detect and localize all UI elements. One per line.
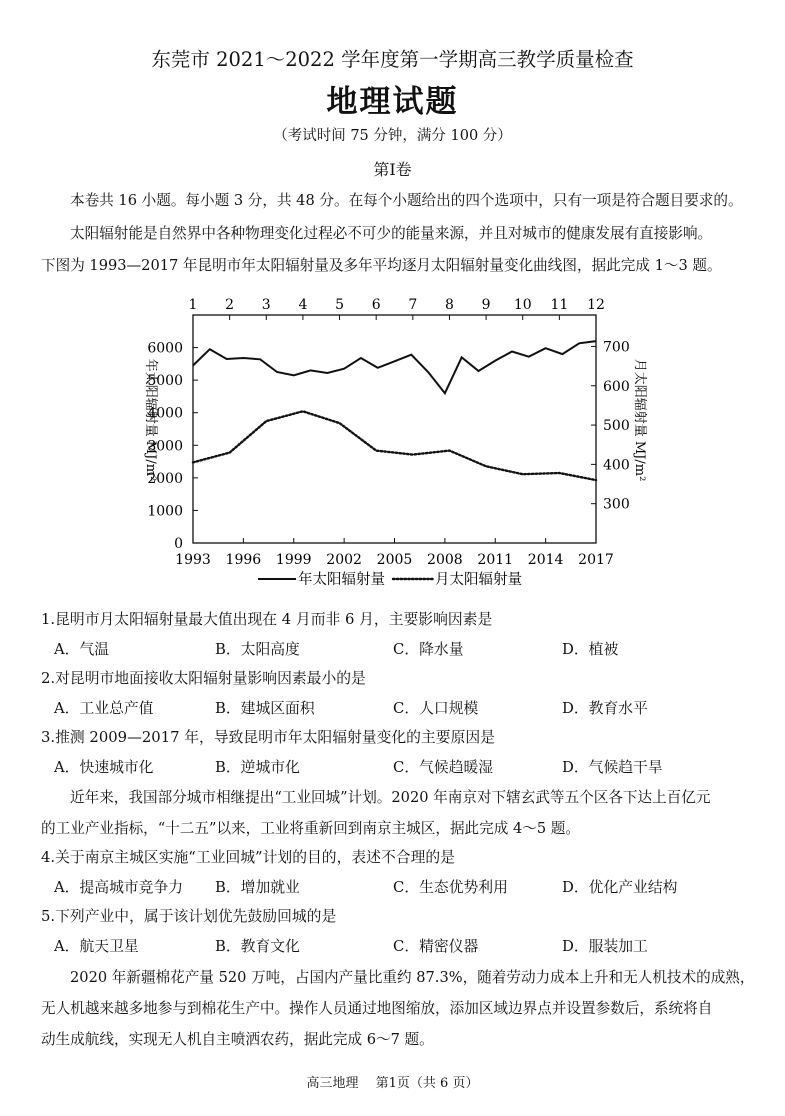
left-axis-tick-label: 0 bbox=[174, 536, 183, 552]
question-stem: 5.下列产业中，属于该计划优先鼓励回城的是 bbox=[41, 908, 337, 925]
answer-option[interactable]: C．气候趋暖湿 bbox=[393, 759, 494, 776]
answer-option[interactable]: B．逆城市化 bbox=[215, 759, 300, 776]
left-axis-label: 年太阳辐射量 MJ/m² bbox=[143, 358, 158, 482]
plot-frame bbox=[193, 315, 596, 543]
legend-monthly-label: 月太阳辐射量 bbox=[435, 572, 522, 588]
intro3-line2: 无人机越来越多地参与到棉花生产中。操作人员通过地图缩放，添加区域边界点并设置参数后，系统将自 bbox=[41, 1000, 713, 1017]
right-axis-tick-label: 300 bbox=[603, 496, 630, 513]
answer-option[interactable]: A．工业总产值 bbox=[54, 700, 154, 717]
intro3-line1: 2020 年新疆棉花产量 520 万吨，占国内产量比重约 87.3%，随着劳动力成本上升和无人机技术的成熟， bbox=[70, 969, 755, 986]
volume-label: 第Ⅰ卷 bbox=[373, 160, 412, 179]
intro3-line3: 动生成航线，实现无人机自主喷洒农药，据此完成 6～7 题。 bbox=[41, 1031, 434, 1048]
question-stem: 1.昆明市月太阳辐射量最大值出现在 4 月而非 6 月，主要影响因素是 bbox=[41, 611, 493, 628]
answer-option[interactable]: D．优化产业结构 bbox=[562, 879, 678, 896]
answer-option[interactable]: B．太阳高度 bbox=[215, 641, 300, 658]
top-axis-tick-label: 6 bbox=[371, 297, 381, 313]
top-axis-tick-label: 1 bbox=[188, 297, 198, 313]
bottom-axis-tick-label: 2005 bbox=[376, 552, 413, 568]
subject-title: 地理试题 bbox=[326, 84, 459, 120]
bottom-axis-tick-label: 2011 bbox=[477, 552, 514, 568]
answer-option[interactable]: A．航天卫星 bbox=[54, 938, 139, 955]
top-axis-tick-label: 4 bbox=[298, 297, 308, 313]
top-axis-tick-label: 7 bbox=[408, 297, 418, 313]
bottom-axis-tick-label: 2002 bbox=[326, 552, 362, 568]
intro2-line2: 的工业产业指标，“十二五”以来，工业将重新回到南京主城区，据此完成 4～5 题。 bbox=[41, 820, 580, 837]
left-axis-tick-label: 1000 bbox=[147, 503, 183, 520]
top-axis-tick-label: 9 bbox=[481, 297, 491, 313]
legend-annual-label: 年太阳辐射量 bbox=[298, 572, 385, 588]
right-axis-label: 月太阳辐射量 MJ/m² bbox=[632, 358, 647, 482]
left-axis-tick-label: 3000 bbox=[147, 438, 183, 455]
answer-option[interactable]: D．植被 bbox=[562, 641, 619, 658]
answer-option[interactable]: C．精密仪器 bbox=[393, 938, 479, 955]
answer-option[interactable]: D．服装加工 bbox=[562, 938, 648, 955]
right-axis-tick-label: 700 bbox=[603, 339, 630, 356]
bottom-axis-tick-label: 1999 bbox=[275, 552, 312, 568]
answer-option[interactable]: A．快速城市化 bbox=[54, 759, 154, 776]
right-axis-tick-label: 600 bbox=[603, 378, 630, 395]
answer-option[interactable]: C．生态优势利用 bbox=[393, 879, 508, 896]
intro1-line1: 太阳辐射能是自然界中各种物理变化过程必不可少的能量来源，并且对城市的健康发展有直接影响。 bbox=[70, 225, 713, 242]
bottom-axis-tick-label: 1996 bbox=[225, 552, 262, 568]
answer-option[interactable]: A．提高城市竞争力 bbox=[54, 879, 184, 896]
top-axis-tick-label: 10 bbox=[513, 297, 532, 313]
answer-option[interactable]: A．气温 bbox=[54, 641, 110, 658]
monthly-radiation-line bbox=[193, 411, 596, 480]
right-axis-tick-label: 500 bbox=[603, 418, 630, 435]
right-axis-tick-label: 400 bbox=[603, 457, 630, 474]
question-stem: 2.对昆明市地面接收太阳辐射量影响因素最小的是 bbox=[41, 670, 366, 687]
answer-option[interactable]: C．降水量 bbox=[393, 641, 464, 658]
answer-option[interactable]: B．增加就业 bbox=[215, 879, 300, 896]
page-footer: 高三地理 第1页（共 6 页） bbox=[306, 1076, 479, 1091]
solar-radiation-chart bbox=[0, 282, 785, 602]
answer-option[interactable]: C．人口规模 bbox=[393, 700, 479, 717]
top-axis-tick-label: 11 bbox=[550, 297, 569, 313]
top-axis-tick-label: 3 bbox=[261, 297, 271, 313]
annual-radiation-line bbox=[193, 341, 596, 393]
left-axis-tick-label: 6000 bbox=[147, 340, 183, 357]
exam-header-title: 东莞市 2021～2022 学年度第一学期高三教学质量检查 bbox=[151, 48, 634, 71]
answer-option[interactable]: B．建城区面积 bbox=[215, 700, 315, 717]
legend bbox=[258, 570, 522, 588]
top-axis-tick-label: 12 bbox=[587, 297, 605, 313]
bottom-axis-tick-label: 2017 bbox=[578, 552, 614, 568]
top-axis-tick-label: 2 bbox=[225, 297, 235, 313]
top-axis-tick-label: 8 bbox=[444, 297, 454, 313]
instructions: 本卷共 16 小题。每小题 3 分，共 48 分。在每个小题给出的四个选项中，只有一项是符合题目要求的。 bbox=[70, 192, 743, 209]
left-axis-tick-label: 5000 bbox=[147, 373, 183, 390]
bottom-axis-tick-label: 2014 bbox=[527, 552, 564, 568]
intro1-line2: 下图为 1993—2017 年昆明市年太阳辐射量及多年平均逐月太阳辐射量变化曲线图，据此完成 1～3 题。 bbox=[41, 257, 722, 274]
question-stem: 3.推测 2009—2017 年，导致昆明市年太阳辐射量变化的主要原因是 bbox=[41, 729, 495, 746]
question-stem: 4.关于南京主城区实施“工业回城”计划的目的，表述不合理的是 bbox=[41, 849, 455, 866]
bottom-axis-tick-label: 2008 bbox=[427, 552, 463, 568]
top-axis-tick-label: 5 bbox=[335, 297, 345, 313]
left-axis-tick-label: 4000 bbox=[147, 405, 183, 422]
answer-option[interactable]: D．气候趋干旱 bbox=[562, 759, 663, 776]
exam-info: （考试时间 75 分钟，满分 100 分） bbox=[273, 128, 512, 144]
bottom-axis-tick-label: 1993 bbox=[175, 552, 211, 568]
intro2-line1: 近年来，我国部分城市相继提出“工业回城”计划。2020 年南京对下辖玄武等五个区各下达上百亿元 bbox=[70, 789, 711, 806]
answer-option[interactable]: B．教育文化 bbox=[215, 938, 300, 955]
answer-option[interactable]: D．教育水平 bbox=[562, 700, 648, 717]
left-axis-tick-label: 2000 bbox=[147, 470, 183, 487]
